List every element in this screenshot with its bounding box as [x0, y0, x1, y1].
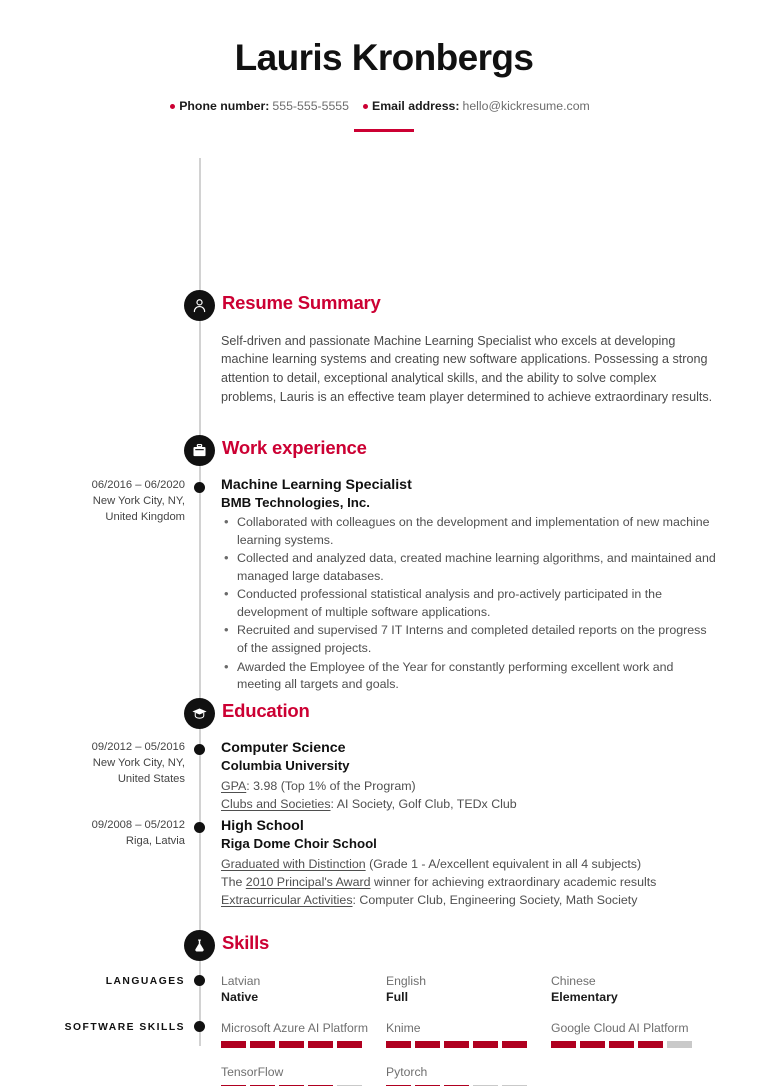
- bullet-dot-icon: [363, 104, 368, 109]
- software-skill-item: [221, 1064, 386, 1086]
- work-location-line1: New York City, NY,: [92, 494, 185, 507]
- education-location-line2: United States: [117, 772, 185, 785]
- phone-label: Phone number:: [179, 98, 270, 113]
- software-skill-name: Microsoft Azure AI Platform: [221, 1020, 368, 1035]
- software-skill-row: [221, 1020, 721, 1048]
- summary-text: Self-driven and passionate Machine Learning Specialist who excels at developing machine learning systems and creating new software applications. Possessing a strong attention to detail, exceptional analytical skills, and the ability to solve complex problems, Lauris is an effective team player determined to achieve extraordinary results.: [221, 333, 713, 404]
- work-company: BMB Technologies, Inc.: [221, 495, 370, 511]
- education-detail-rest: (Grade 1 - A/excellent equivalent in all 4 subjects): [365, 856, 642, 871]
- education-detail: [221, 873, 716, 891]
- education-entry-body: [221, 740, 716, 814]
- rating-segment: [250, 1041, 275, 1048]
- education-dates: 09/2012 – 05/2016: [91, 740, 185, 753]
- list-item: • Recruited and supervised 7 IT Interns and completed detailed reports on the progress of the assigned projects.: [221, 622, 716, 658]
- section-title-education: Education: [222, 699, 310, 721]
- language-item: [221, 973, 386, 1006]
- education-entry-meta: [45, 818, 185, 850]
- language-level: Elementary: [551, 990, 618, 1005]
- person-icon: [184, 290, 215, 321]
- list-item: • Collected and analyzed data, created machine learning algorithms, and maintained and managed large databases.: [221, 550, 716, 586]
- rating-segment: [502, 1041, 527, 1048]
- software-skill-item: [551, 1064, 716, 1086]
- software-skill-name: TensorFlow: [221, 1064, 284, 1079]
- phone-group: [170, 99, 357, 113]
- timeline-dot: [194, 744, 205, 755]
- rating-segment: [638, 1041, 663, 1048]
- education-detail: [221, 891, 716, 909]
- rating-segment: [308, 1041, 333, 1048]
- software-skill-item: [386, 1064, 551, 1086]
- skill-rating-bar: [551, 1041, 716, 1048]
- work-position: Machine Learning Specialist: [221, 476, 412, 493]
- rating-segment: [221, 1041, 246, 1048]
- timeline-dot: [194, 975, 205, 986]
- education-detail: [221, 855, 716, 873]
- education-detail-label: 2010 Principal's Award: [245, 875, 371, 890]
- language-level: Full: [386, 990, 409, 1005]
- language-name: Chinese: [551, 973, 596, 988]
- software-skill-row: [221, 1064, 721, 1086]
- header-divider: [354, 129, 414, 132]
- education-school: Columbia University: [221, 758, 350, 774]
- rating-segment: [473, 1041, 498, 1048]
- work-bullet-list: [221, 514, 716, 695]
- skills-languages-label: LANGUAGES: [105, 975, 185, 987]
- language-item: [551, 973, 716, 1006]
- rating-segment: [415, 1041, 440, 1048]
- rating-segment: [667, 1041, 692, 1048]
- education-detail-prefix: The: [221, 875, 246, 890]
- resume-header: [0, 0, 768, 132]
- education-detail-rest: : 3.98 (Top 1% of the Program): [246, 778, 416, 793]
- education-detail-rest: : Computer Club, Engineering Society, Math Society: [352, 893, 638, 908]
- software-skill-item: [221, 1020, 386, 1048]
- graduation-cap-icon: [184, 698, 215, 729]
- section-title-skills: Skills: [222, 931, 270, 953]
- education-field: High School: [221, 817, 304, 834]
- education-detail-rest: : AI Society, Golf Club, TEDx Club: [330, 797, 517, 812]
- list-item: • Awarded the Employee of the Year for constantly performing excellent work and meeting all targets and goals.: [221, 659, 716, 695]
- work-dates: 06/2016 – 06/2020: [91, 478, 185, 491]
- education-entry-meta: [45, 740, 185, 788]
- skills-software-label: SOFTWARE SKILLS: [64, 1021, 185, 1033]
- work-entry-body: [221, 477, 716, 695]
- education-school: Riga Dome Choir School: [221, 836, 377, 852]
- language-item: [386, 973, 551, 1006]
- language-name: Latvian: [221, 973, 261, 988]
- education-location-line1: New York City, NY,: [92, 756, 185, 769]
- education-field: Computer Science: [221, 739, 346, 756]
- skill-rating-bar: [221, 1041, 386, 1048]
- rating-segment: [386, 1041, 411, 1048]
- work-entry-meta: [45, 478, 185, 526]
- education-entry-body: [221, 818, 716, 910]
- list-item: • Collaborated with colleagues on the development and implementation of new machine learning systems.: [221, 514, 716, 550]
- education-detail-rest: winner for achieving extraordinary academic results: [370, 875, 657, 890]
- education-detail-label: Graduated with Distinction: [221, 856, 366, 871]
- timeline-dot: [194, 1021, 205, 1032]
- software-skill-name: Google Cloud AI Platform: [551, 1020, 689, 1035]
- list-item: • Conducted professional statistical analysis and pro-actively participated in the development of multiple software applications.: [221, 586, 716, 622]
- bullet-dot-icon: [170, 104, 175, 109]
- rating-segment: [444, 1041, 469, 1048]
- briefcase-icon: [184, 435, 215, 466]
- timeline-dot: [194, 482, 205, 493]
- software-skill-name: Pytorch: [386, 1064, 428, 1079]
- language-level: Native: [221, 990, 259, 1005]
- rating-segment: [580, 1041, 605, 1048]
- education-location-line1: Riga, Latvia: [125, 834, 185, 847]
- rating-segment: [279, 1041, 304, 1048]
- flask-icon: [184, 930, 215, 961]
- section-title-summary: Resume Summary: [222, 291, 381, 313]
- email-value: hello@kickresume.com: [462, 98, 590, 113]
- education-detail: [221, 777, 716, 795]
- phone-value: 555-555-5555: [272, 98, 349, 113]
- timeline-dot: [194, 822, 205, 833]
- software-skill-name: Knime: [386, 1020, 421, 1035]
- software-skill-item: [386, 1020, 551, 1048]
- section-title-work: Work experience: [222, 436, 367, 458]
- software-skill-item: [551, 1020, 716, 1048]
- rating-segment: [337, 1041, 362, 1048]
- software-skills-grid: [221, 1020, 721, 1086]
- education-detail-label: Clubs and Societies: [221, 797, 331, 812]
- language-name: English: [386, 973, 426, 988]
- email-label: Email address:: [372, 98, 460, 113]
- skill-rating-bar: [386, 1041, 551, 1048]
- education-dates: 09/2008 – 05/2012: [91, 818, 185, 831]
- email-group: [363, 99, 598, 113]
- contact-row: [0, 99, 768, 113]
- education-detail-label: Extracurricular Activities: [221, 893, 353, 908]
- education-detail: [221, 795, 716, 813]
- page-title: Lauris Kronbergs: [234, 37, 534, 78]
- rating-segment: [551, 1041, 576, 1048]
- education-detail-label: GPA: [221, 778, 247, 793]
- rating-segment: [609, 1041, 634, 1048]
- work-location-line2: United Kingdom: [105, 510, 185, 523]
- languages-grid: [221, 973, 721, 1006]
